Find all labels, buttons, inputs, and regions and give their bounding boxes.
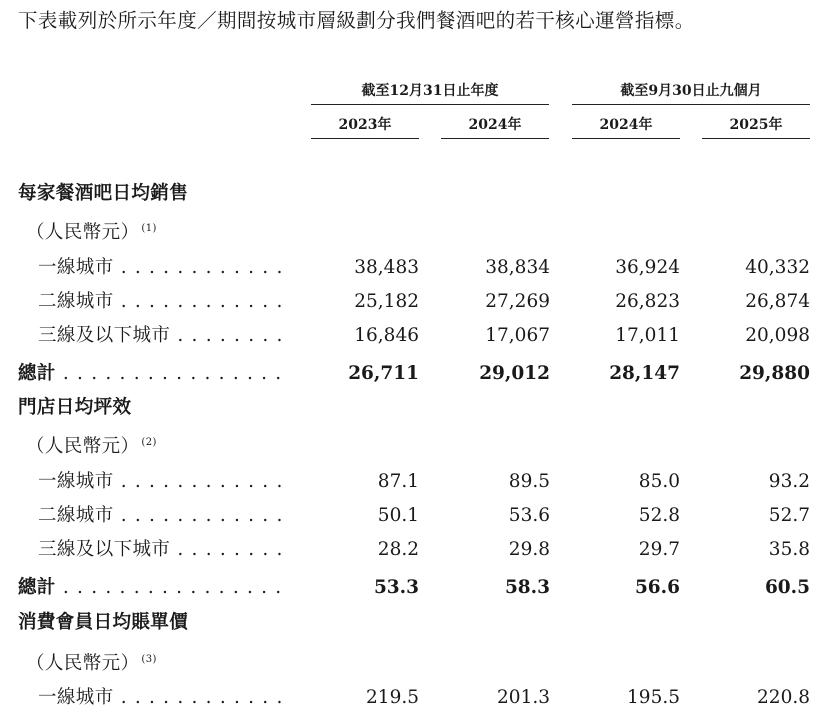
- cell-value: 20,098: [745, 325, 810, 346]
- header-group-annual: 截至12月31日止年度: [361, 83, 499, 99]
- cell-value: 219.5: [366, 687, 419, 708]
- section-title: 每家餐酒吧日均銷售: [18, 183, 189, 204]
- cell-value: 52.8: [638, 505, 680, 526]
- cell-value: 28.2: [377, 539, 419, 560]
- header-year-rule: [702, 138, 810, 139]
- cell-value: 52.7: [768, 505, 810, 526]
- cell-value: 85.0: [638, 471, 680, 492]
- intro-text: 下表載列於所示年度／期間按城市層級劃分我們餐酒吧的若干核心運營指標。: [18, 9, 695, 32]
- total-value: 28,147: [609, 363, 680, 384]
- section-unit-row: [0, 644, 836, 676]
- section-unit: （人民幣元） $^{(2)}$: [26, 436, 157, 458]
- section-unit: （人民幣元） $^{(1)}$: [26, 222, 157, 244]
- total-label: 總計 . . .: [18, 572, 288, 604]
- section-title-row: [0, 607, 836, 639]
- section-title-row: [0, 178, 836, 210]
- total-label: 總計 . . .: [18, 358, 288, 390]
- total-value: 58.3: [504, 577, 550, 598]
- cell-value: 36,924: [615, 257, 680, 278]
- cell-value: 16,846: [354, 325, 419, 346]
- cell-value: 29.7: [638, 539, 680, 560]
- row-label: 二線城市 . . .: [38, 286, 288, 318]
- total-value: 60.5: [764, 577, 810, 598]
- total-value: 26,711: [348, 363, 419, 384]
- row-label: 二線城市 . . .: [38, 500, 288, 532]
- table-row: [0, 320, 836, 352]
- section-unit-row: [0, 213, 836, 245]
- cell-value: 35.8: [768, 539, 810, 560]
- header-year-rule: [572, 138, 680, 139]
- table-row: [0, 500, 836, 532]
- row-label: 一線城市 . . .: [38, 682, 288, 714]
- section-title-row: [0, 392, 836, 424]
- row-label: 一線城市 . . .: [38, 466, 288, 498]
- cell-value: 40,332: [745, 257, 810, 278]
- cell-value: 38,834: [485, 257, 550, 278]
- section-title: 門店日均坪效: [18, 397, 132, 418]
- header-year: 2024年: [599, 117, 653, 133]
- cell-value: 195.5: [627, 687, 680, 708]
- cell-value: 50.1: [377, 505, 419, 526]
- cell-value: 17,011: [615, 325, 680, 346]
- total-row: [0, 358, 836, 390]
- cell-value: 38,483: [354, 257, 419, 278]
- cell-value: 53.6: [508, 505, 550, 526]
- row-label: 一線城市 . . .: [38, 252, 288, 284]
- cell-value: 17,067: [485, 325, 550, 346]
- cell-value: 87.1: [377, 471, 419, 492]
- header-year-rule: [311, 138, 419, 139]
- header-group-rule: [311, 104, 549, 105]
- table-row: [0, 286, 836, 318]
- cell-value: 220.8: [757, 687, 810, 708]
- total-value: 29,012: [479, 363, 550, 384]
- row-label: 三線及以下城市 . . .: [38, 320, 288, 352]
- footnote-marker: (3): [141, 654, 157, 665]
- cell-value: 29.8: [508, 539, 550, 560]
- header-year: 2024年: [468, 117, 522, 133]
- cell-value: 89.5: [508, 471, 550, 492]
- row-label: 三線及以下城市 . . .: [38, 534, 288, 566]
- table-row: [0, 534, 836, 566]
- total-row: [0, 572, 836, 604]
- total-value: 56.6: [634, 577, 680, 598]
- table-row: [0, 682, 836, 714]
- footnote-marker: (1): [141, 223, 157, 234]
- header-year: 2023年: [338, 117, 392, 133]
- cell-value: 27,269: [485, 291, 550, 312]
- section-unit-row: [0, 427, 836, 459]
- table-row: [0, 252, 836, 284]
- cell-value: 201.3: [497, 687, 550, 708]
- section-title: 消費會員日均賬單價: [18, 612, 189, 633]
- section-unit: （人民幣元） $^{(3)}$: [26, 653, 157, 675]
- table-row: [0, 466, 836, 498]
- total-value: 29,880: [739, 363, 810, 384]
- header-group-rule: [572, 104, 810, 105]
- cell-value: 26,823: [615, 291, 680, 312]
- footnote-marker: (2): [141, 437, 157, 448]
- header-year-rule: [441, 138, 549, 139]
- cell-value: 26,874: [745, 291, 810, 312]
- cell-value: 25,182: [354, 291, 419, 312]
- total-value: 53.3: [373, 577, 419, 598]
- header-year: 2025年: [729, 117, 783, 133]
- cell-value: 93.2: [768, 471, 810, 492]
- header-group-nine-months: 截至9月30日止九個月: [620, 83, 762, 99]
